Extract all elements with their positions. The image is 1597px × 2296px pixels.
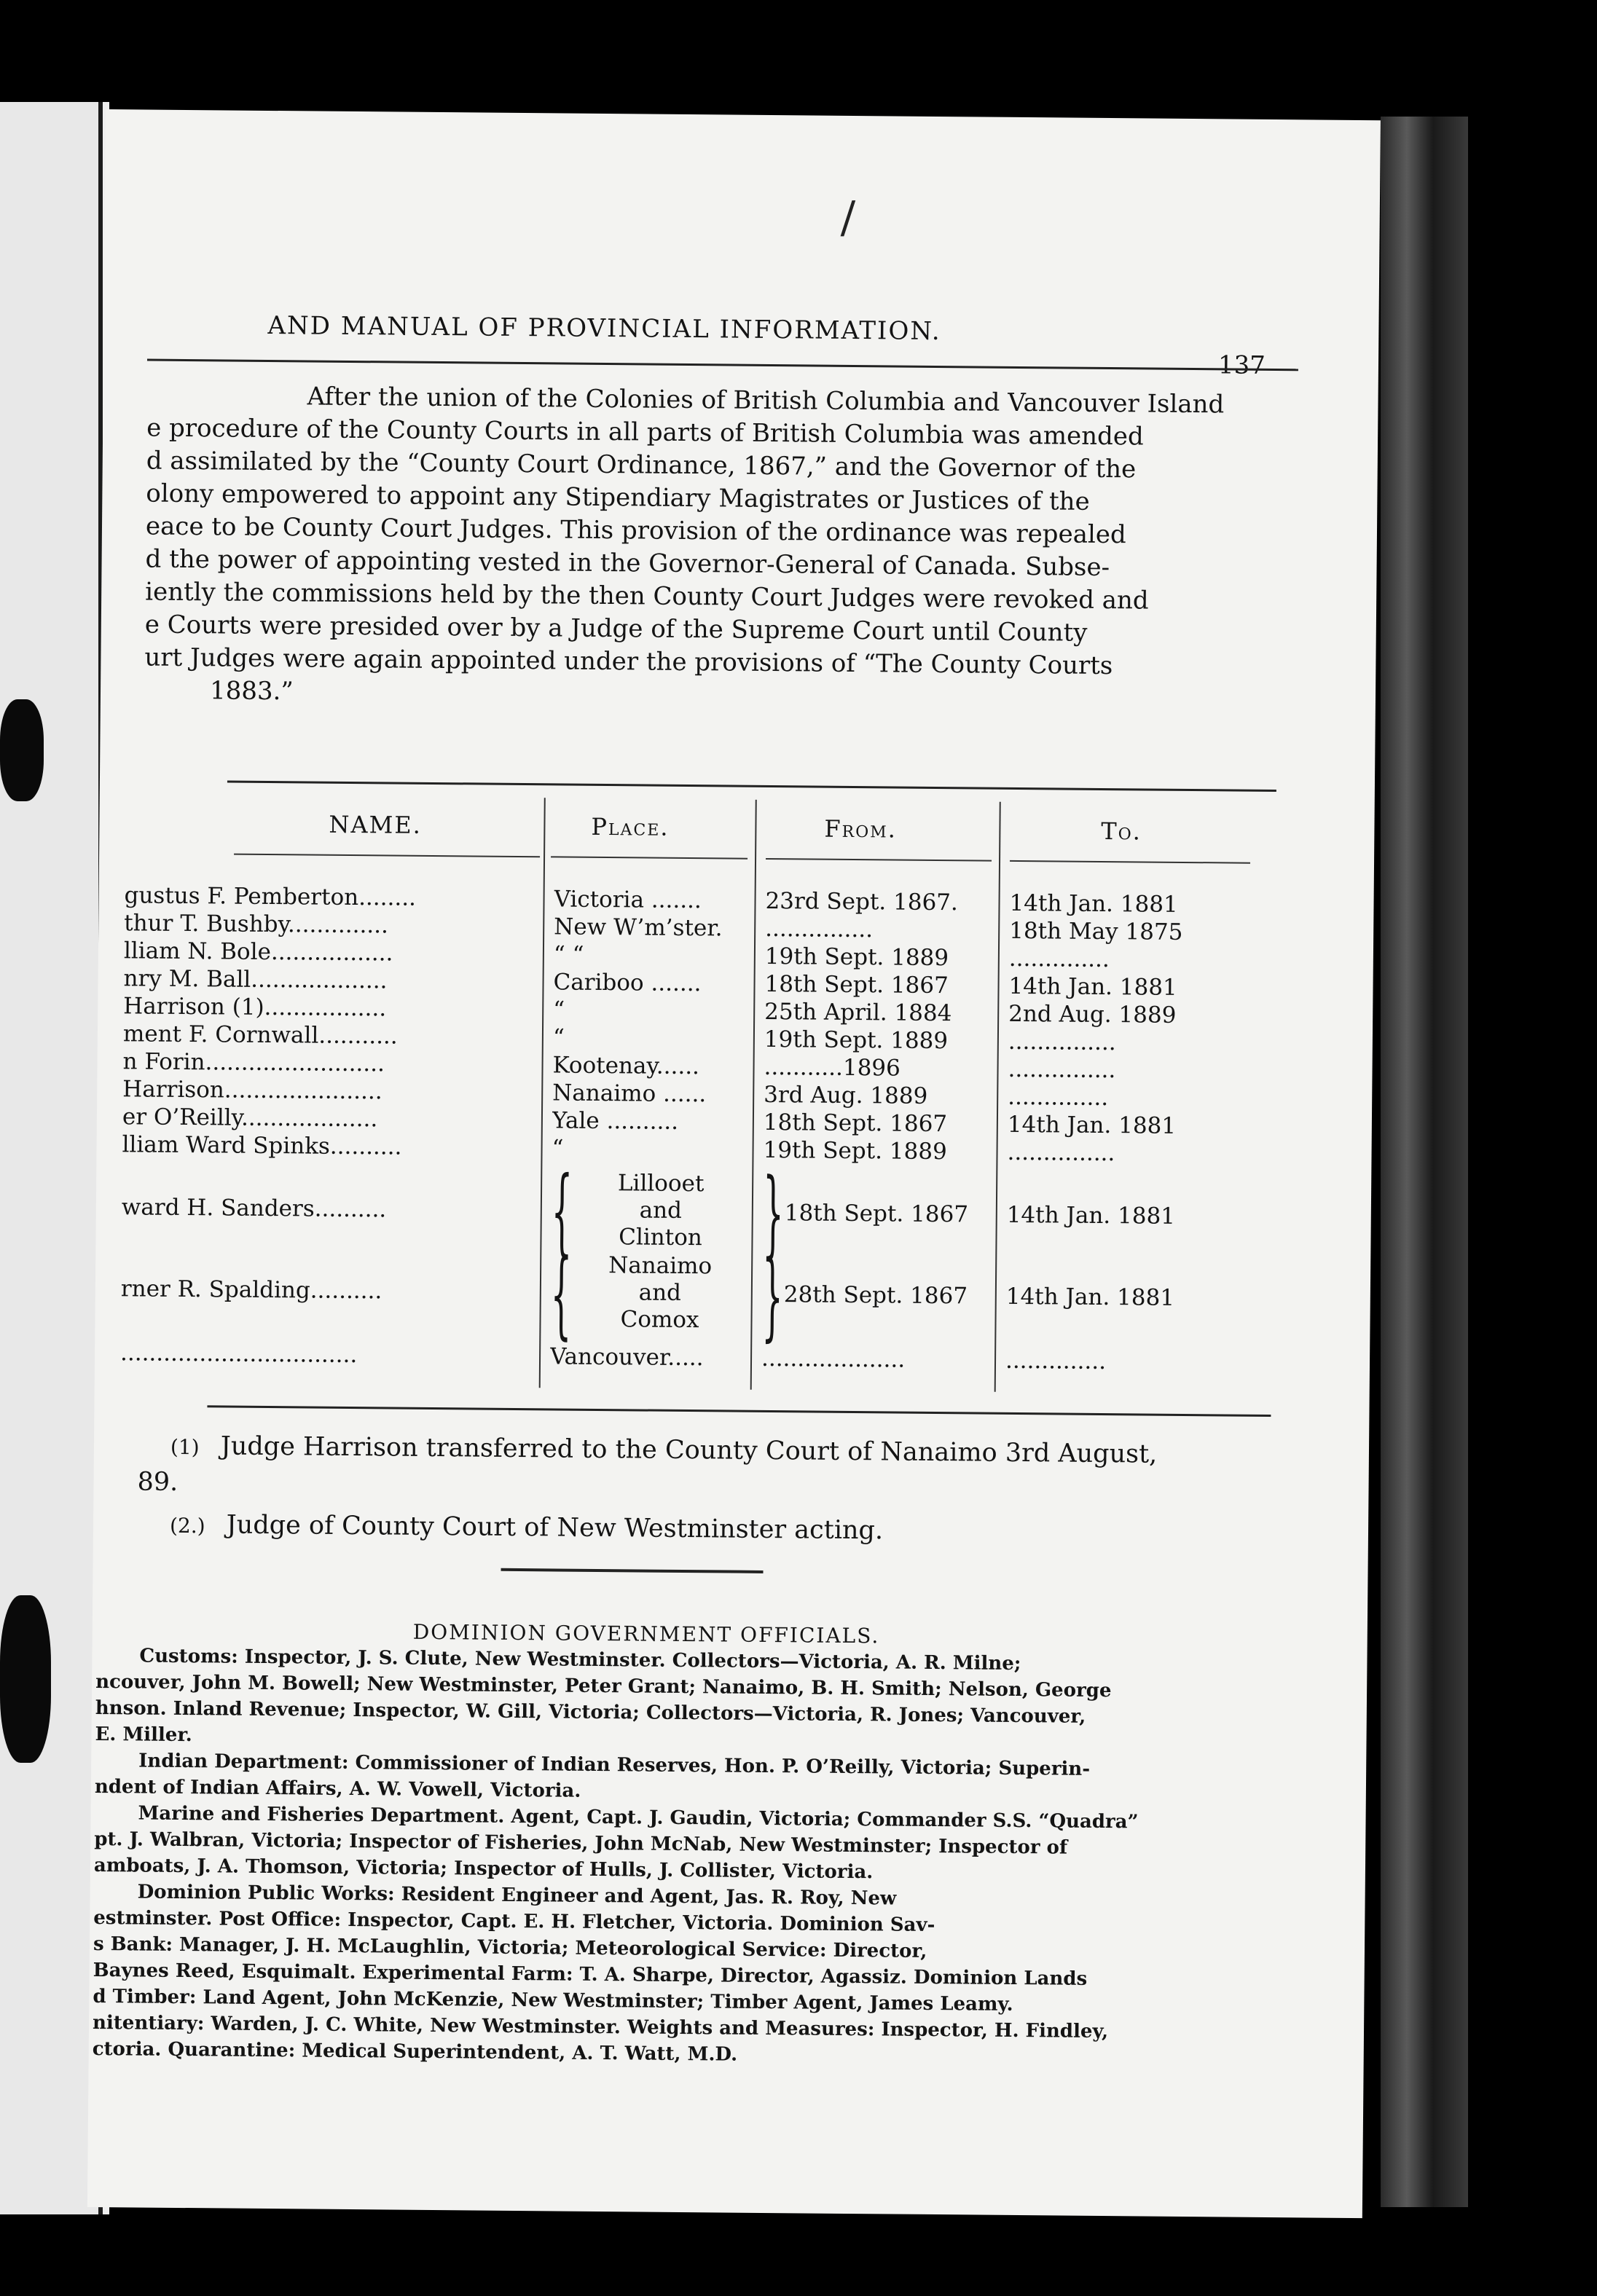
paragraph-line: d assimilated by the “County Court Ordinance, 1867,” and the Governor of the	[146, 446, 1137, 484]
cell-name: Harrison (1).................	[123, 993, 387, 1022]
footnote	[137, 1506, 1303, 1553]
footnotes	[137, 1428, 1303, 1553]
paragraph-line: After the union of the Colonies of British Columbia and Vancouver Island	[307, 382, 1225, 420]
officials-line: hnson. Inland Revenue; Inspector, W. Gill, Victoria; Collectors—Victoria, R. Jones; Vancouver,	[95, 1697, 1086, 1728]
paragraph-line: d the power of appointing vested in the Governor-General of Canada. Subse-	[145, 544, 1110, 583]
cell-from: 18th Sept. 1867	[763, 1109, 948, 1138]
officials-line: ctoria. Quarantine: Medical Superintendent, A. T. Watt, M.D.	[92, 2037, 738, 2066]
header-underline	[1010, 860, 1250, 864]
cell-place: “	[553, 996, 565, 1023]
table-bottom-rule	[207, 1405, 1271, 1417]
brace-glyph: {	[551, 1155, 573, 1267]
cell-from: 25th April. 1884	[764, 998, 952, 1027]
officials-line: Indian Department: Commissioner of Indian Reserves, Hon. P. O’Reilly, Victoria; Superin-	[138, 1750, 1091, 1780]
dominion-officials-list	[93, 1643, 1233, 2072]
paragraph-line: eace to be County Court Judges. This provision of the ordinance was repealed	[145, 511, 1126, 550]
place-line: and	[639, 1197, 683, 1224]
page-number: 137	[1217, 350, 1266, 380]
cell-from: 18th Sept. 1867	[764, 970, 949, 999]
page-shadow-blot-lower	[0, 1595, 51, 1763]
cell-from: ...........1896	[764, 1053, 901, 1082]
cell-name: gustus F. Pemberton........	[124, 882, 417, 911]
cell-to: ...............	[1008, 1028, 1116, 1056]
officials-line: estminster. Post Office: Inspector, Capt. E. H. Fletcher, Victoria. Dominion Sav-	[93, 1906, 935, 1937]
place-line: Comox	[620, 1306, 699, 1334]
cell-from: 28th Sept. 1867	[783, 1281, 968, 1310]
running-head: AND MANUAL OF PROVINCIAL INFORMATION.	[267, 310, 941, 347]
cell-name: nry M. Ball...................	[123, 965, 388, 994]
officials-line: E. Miller.	[95, 1723, 192, 1747]
cell-name: lliam N. Bole.................	[123, 937, 393, 967]
cell-name: Harrison......................	[122, 1076, 382, 1105]
officials-line: Marine and Fisheries Department. Agent, Capt. J. Gaudin, Victoria; Commander S.S. “Quadra”	[138, 1802, 1139, 1833]
cell-from: ....................	[761, 1345, 906, 1373]
cell-from: 19th Sept. 1889	[764, 1026, 949, 1055]
officials-line: s Bank: Manager, J. H. McLaughlin, Victoria; Meteorological Service: Director,	[93, 1933, 927, 1962]
cell-place: Cariboo .......	[553, 969, 702, 997]
cell-name: thur T. Bushby..............	[124, 910, 389, 939]
cell-to: ..............	[1008, 1083, 1109, 1112]
cell-place: New W’m’ster.	[554, 913, 723, 942]
header-underline	[551, 856, 748, 859]
cell-name: er O’Reilly...................	[122, 1104, 378, 1133]
officials-line: Baynes Reed, Esquimalt. Experimental Farm: T. A. Sharpe, Director, Agassiz. Dominion Lands	[93, 1959, 1088, 1990]
cell-to: 14th Jan. 1881	[1006, 1201, 1176, 1230]
cell-to: ..............	[1008, 945, 1110, 973]
place-line: Nanaimo	[608, 1252, 713, 1280]
header-underline	[234, 854, 540, 858]
cell-place: Nanaimo ......	[552, 1080, 707, 1108]
cell-place: Yale ..........	[552, 1107, 679, 1135]
officials-line: ndent of Indian Affairs, A. W. Vowell, Victoria.	[94, 1775, 581, 1802]
header-to: To.	[1101, 817, 1142, 846]
table-top-rule	[227, 780, 1276, 792]
brace-glyph: }	[762, 1157, 785, 1269]
book-spine-edge	[1381, 117, 1468, 2207]
officials-line: pt. J. Walbran, Victoria; Inspector of Fisheries, John McNab, New Westminster; Inspector of	[94, 1828, 1068, 1859]
brace-glyph: }	[761, 1240, 784, 1352]
pencil-mark: /	[840, 192, 856, 243]
cell-from: 19th Sept. 1889	[763, 1136, 947, 1165]
cell-to: 14th Jan. 1881	[1008, 972, 1177, 1001]
table-row	[120, 1339, 1271, 1377]
cell-to: 14th Jan. 1881	[1007, 1111, 1177, 1139]
officials-line: Dominion Public Works: Resident Engineer and Agent, Jas. R. Roy, New	[137, 1881, 897, 1910]
paragraph-line: iently the commissions held by the then County Court Judges were revoked and	[145, 577, 1149, 616]
footnote-mark: (2.)	[169, 1513, 205, 1538]
paragraph-line: 1883.”	[209, 676, 294, 707]
cell-place: Vancouver.....	[549, 1343, 704, 1372]
officials-line: nitentiary: Warden, J. C. White, New Westminster. Weights and Measures: Inspector, H. Findley,	[92, 2011, 1109, 2043]
header-place: Place.	[591, 812, 670, 841]
cell-to: 2nd Aug. 1889	[1008, 1000, 1177, 1029]
officials-line: d Timber: Land Agent, John McKenzie, New Westminster; Timber Agent, James Leamy.	[93, 1985, 1013, 2016]
cell-name: ward H. Sanders..........	[121, 1194, 387, 1223]
cell-place: “	[552, 1024, 565, 1051]
cell-place: “ “	[553, 941, 584, 968]
paragraph-line: e procedure of the County Courts in all parts of British Columbia was amended	[146, 413, 1144, 452]
cell-name: .................................	[119, 1340, 358, 1369]
dominion-officials-title: DOMINION GOVERNMENT OFFICIALS.	[412, 1619, 880, 1648]
cell-to: ..............	[1005, 1347, 1107, 1375]
cell-name: lliam Ward Spinks..........	[122, 1131, 402, 1160]
cell-from: ...............	[765, 915, 874, 943]
cell-name: ment F. Cornwall...........	[122, 1021, 398, 1050]
intro-paragraph	[144, 380, 1302, 718]
cell-to: 14th Jan. 1881	[1005, 1283, 1175, 1311]
footnote-text: Judge Harrison transferred to the County Court of Nanaimo 3rd August,	[220, 1431, 1158, 1469]
cell-to: 14th Jan. 1881	[1009, 889, 1178, 918]
paragraph-line: urt Judges were again appointed under the provisions of “The County Courts	[144, 642, 1113, 681]
header-name: NAME.	[329, 810, 423, 839]
place-line: and	[638, 1279, 682, 1306]
book-page	[87, 109, 1381, 2218]
cell-from: 18th Sept. 1867	[784, 1200, 969, 1228]
cell-from: 3rd Aug. 1889	[764, 1081, 928, 1109]
cell-from: 23rd Sept. 1867.	[765, 887, 959, 916]
cell-name: n Forin.........................	[122, 1048, 385, 1077]
paragraph-line: olony empowered to appoint any Stipendiary Magistrates or Justices of the	[146, 479, 1090, 516]
head-rule	[147, 359, 1298, 371]
footnote-continuation: 89.	[137, 1467, 178, 1497]
header-from: From.	[824, 814, 898, 844]
place-line: Clinton	[619, 1224, 702, 1251]
place-line: Lillooet	[617, 1170, 705, 1198]
cell-to: ...............	[1007, 1139, 1115, 1167]
cell-place: Kootenay......	[552, 1052, 700, 1080]
officials-line: ncouver, John M. Bowell; New Westminster, Peter Grant; Nanaimo, B. H. Smith; Nelson, George	[95, 1670, 1112, 1702]
cell-place: Victoria .......	[554, 886, 702, 914]
section-divider	[501, 1568, 764, 1573]
cell-place: “	[552, 1135, 564, 1162]
officials-line: amboats, J. A. Thomson, Victoria; Inspector of Hulls, J. Collister, Victoria.	[93, 1854, 874, 1884]
header-underline	[766, 858, 992, 862]
cell-to: 18th May 1875	[1009, 917, 1183, 945]
page-shadow-blot	[0, 699, 44, 801]
place-multiline	[586, 1252, 733, 1334]
cell-name: rner R. Spalding..........	[120, 1275, 382, 1305]
facing-page-edge	[0, 102, 103, 2214]
brace-glyph: {	[550, 1238, 573, 1350]
place-multiline	[587, 1170, 734, 1252]
paragraph-line: e Courts were presided over by a Judge of the Supreme Court until County	[144, 610, 1088, 648]
cell-to: ...............	[1008, 1055, 1116, 1084]
cell-from: 19th Sept. 1889	[764, 943, 949, 972]
footnote-text: Judge of County Court of New Westminster acting.	[226, 1510, 884, 1546]
county-court-judges-table	[119, 779, 1276, 1416]
footnote-mark: (1)	[170, 1434, 200, 1460]
officials-line: Customs: Inspector, J. S. Clute, New Westminster. Collectors—Victoria, A. R. Milne;	[139, 1645, 1021, 1675]
